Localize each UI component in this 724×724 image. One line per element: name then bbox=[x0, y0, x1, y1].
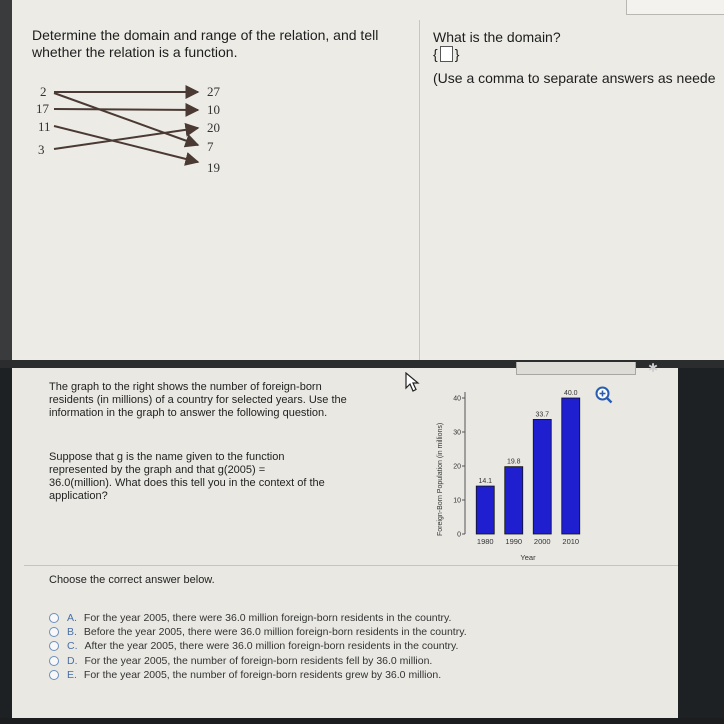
domain-answer-input[interactable] bbox=[440, 46, 453, 62]
star-icon[interactable]: ✱ bbox=[648, 361, 659, 375]
graph-description: The graph to the right shows the number of foreign-born residents (in millions) of a country for selected years. Use the information in the graph to answer the following question. bbox=[49, 381, 347, 419]
bar-value-label: 40.0 bbox=[563, 390, 578, 397]
function-question: Suppose that g is the name given to the function represented by the graph and that g(2005) = 36.0(million). What does this tell you in the context of the application? bbox=[49, 451, 325, 502]
option-d[interactable] bbox=[49, 654, 467, 668]
radio-button[interactable] bbox=[49, 656, 59, 666]
question-help-tab[interactable] bbox=[516, 362, 636, 375]
y-tick-label: 10 bbox=[453, 497, 461, 505]
option-letter: C. bbox=[67, 640, 78, 653]
range-value: 10 bbox=[207, 102, 220, 117]
zoom-in-icon[interactable] bbox=[595, 386, 613, 404]
option-letter: D. bbox=[67, 654, 78, 667]
domain-value: 11 bbox=[38, 119, 51, 134]
domain-answer-field[interactable] bbox=[433, 46, 459, 62]
bar-value-label: 19.8 bbox=[506, 458, 521, 466]
bar-1990 bbox=[505, 467, 523, 534]
y-tick-label: 20 bbox=[453, 463, 461, 471]
option-e[interactable] bbox=[49, 668, 467, 682]
mapping-diagram bbox=[0, 0, 420, 200]
radio-button[interactable] bbox=[49, 670, 59, 680]
option-text: For the year 2005, the number of foreign-born residents fell by 36.0 million. bbox=[84, 654, 433, 667]
section-divider bbox=[24, 565, 678, 566]
bar-chart bbox=[417, 384, 592, 564]
y-tick-label: 30 bbox=[453, 429, 461, 437]
y-tick-label: 40 bbox=[453, 395, 461, 403]
range-labels bbox=[207, 84, 221, 175]
bottom-question-panel bbox=[12, 368, 678, 718]
domain-value: 17 bbox=[36, 101, 49, 116]
domain-value: 2 bbox=[40, 84, 47, 99]
x-tick-label: 2000 bbox=[533, 537, 551, 546]
y-axis-label: Foreign-Born Population (in millions) bbox=[437, 422, 444, 536]
option-b[interactable] bbox=[49, 625, 467, 639]
radio-button[interactable] bbox=[49, 641, 59, 651]
mapping-arrows bbox=[54, 92, 198, 162]
option-text: For the year 2005, the number of foreign-born residents grew by 36.0 million. bbox=[83, 668, 442, 681]
open-brace: { bbox=[433, 46, 438, 62]
arrow-17-to-10 bbox=[54, 109, 198, 110]
option-text: After the year 2005, there were 36.0 million foreign-born residents in the country. bbox=[84, 640, 459, 653]
x-tick-label: 1980 bbox=[476, 537, 494, 546]
option-text: For the year 2005, there were 36.0 million foreign-born residents in the country. bbox=[83, 612, 452, 624]
option-letter: B. bbox=[67, 626, 77, 639]
x-tick-label: 2010 bbox=[562, 537, 580, 546]
x-axis-label: Year bbox=[520, 553, 536, 562]
y-ticks bbox=[453, 396, 465, 539]
bar-2010 bbox=[562, 398, 580, 534]
range-value: 7 bbox=[207, 139, 214, 154]
bar-1980 bbox=[476, 486, 494, 534]
top-question-panel bbox=[0, 0, 724, 360]
arrow-2-to-7 bbox=[54, 93, 198, 145]
x-ticks bbox=[477, 537, 579, 546]
option-c[interactable] bbox=[49, 639, 467, 653]
question-text: Determine the domain and range of the relation, and tell whether the relation is a function. bbox=[32, 27, 379, 60]
domain-labels bbox=[36, 84, 51, 157]
x-tick-label: 1990 bbox=[505, 537, 523, 546]
domain-value: 3 bbox=[38, 142, 45, 157]
bar-2000 bbox=[533, 419, 551, 534]
bar-value-label: 33.7 bbox=[535, 411, 550, 419]
option-letter: E. bbox=[67, 668, 77, 681]
answer-hint: (Use a comma to separate answers as neede bbox=[433, 70, 716, 86]
range-value: 20 bbox=[207, 120, 220, 135]
range-value: 19 bbox=[207, 160, 220, 175]
choose-prompt: Choose the correct answer below. bbox=[49, 574, 215, 586]
option-letter: A. bbox=[67, 612, 77, 624]
domain-question: What is the domain? bbox=[433, 29, 561, 45]
range-value: 27 bbox=[207, 84, 220, 99]
panel-divider bbox=[419, 20, 420, 360]
radio-button[interactable] bbox=[49, 627, 59, 637]
chart-bars bbox=[476, 390, 580, 534]
y-tick-label: 0 bbox=[457, 531, 461, 539]
photo-bottom-edge bbox=[0, 718, 724, 724]
close-brace: } bbox=[454, 46, 460, 62]
top-toolbar-box bbox=[626, 0, 724, 15]
bar-value-label: 14.1 bbox=[478, 478, 493, 486]
radio-button[interactable] bbox=[49, 613, 59, 623]
answer-options bbox=[49, 611, 467, 682]
option-a[interactable] bbox=[49, 611, 467, 625]
option-text: Before the year 2005, there were 36.0 million foreign-born residents in the country. bbox=[83, 626, 467, 639]
